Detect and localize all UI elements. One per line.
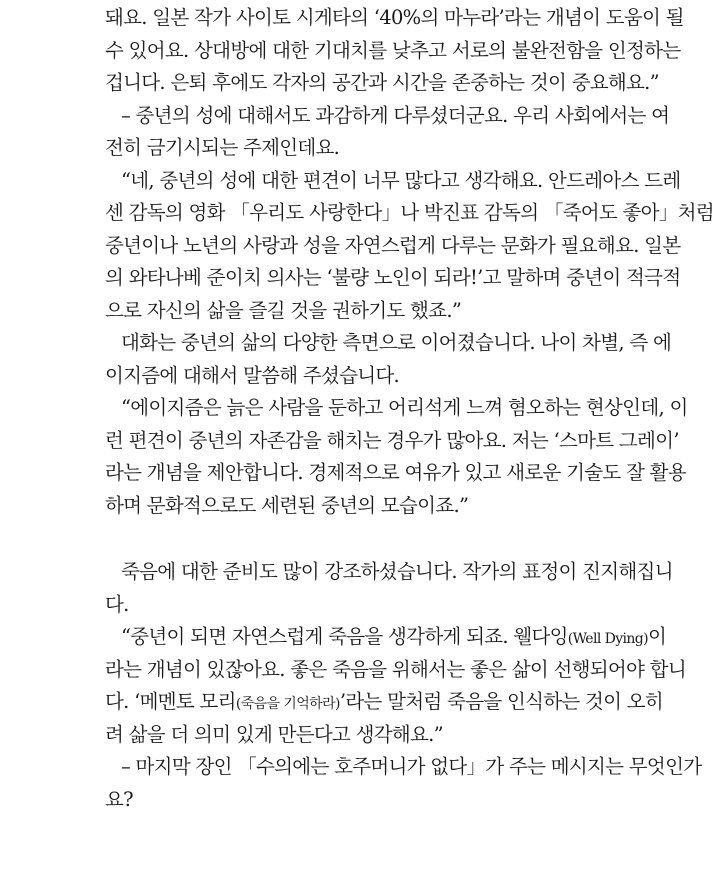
text-line: 다. [105, 592, 129, 616]
text-segment: ’라는 말처럼 죽음을 인식하는 것이 오히 [339, 690, 664, 713]
text-line: 돼요. 일본 작가 사이토 시게타의 ‘40%의 마누라’라는 개념이 도움이 될 [105, 6, 684, 29]
text-line: 런 편견이 중년의 자존감을 해치는 경우가 많아요. 저는 ‘스마트 그레이’ [105, 428, 679, 452]
text-line: 려 삶을 더 의미 있게 만든다고 생각해요.” [105, 722, 443, 746]
text-segment: 이 [648, 625, 667, 648]
text-segment: 다. ‘메멘토 모리 [105, 690, 236, 713]
paragraph-4 [105, 327, 672, 392]
paragraph-3 [105, 165, 714, 328]
text-line: 라는 개념을 제안합니다. 경제적으로 여유가 있고 새로운 기술도 잘 활용 [105, 461, 686, 484]
text-line: – 중년의 성에 대해서도 과감하게 다루셨더군요. 우리 사회에서는 여 [121, 103, 670, 127]
inline-note: (Well Dying) [567, 631, 649, 647]
section-gap [105, 522, 650, 556]
paragraph-7 [105, 621, 686, 751]
inline-note: (죽음을 기억하라) [235, 696, 340, 712]
text-line [105, 686, 664, 719]
text-line: 하며 문화적으로도 세련된 중년의 모습이죠.” [105, 493, 469, 517]
text-line: 으로 자신의 삶을 즐길 것을 권하기도 했죠.” [105, 298, 462, 322]
text-segment: “중년이 되면 자연스럽게 죽음을 생각하게 되죠. 웰다잉 [121, 625, 568, 648]
paragraph-5 [105, 392, 688, 522]
paragraph-1 [105, 2, 684, 100]
paragraph-6 [105, 556, 673, 621]
text-line: 수 있어요. 상대방에 대한 기대치를 낮추고 서로의 불완전함을 인정하는 [105, 38, 681, 62]
paragraph-8 [105, 751, 702, 816]
text-line [105, 621, 667, 654]
text-line: 중년이나 노년의 사랑과 성을 자연스럽게 다루는 문화가 필요해요. 일본 [105, 233, 681, 257]
text-line: – 마지막 장인 「수의에는 호주머니가 없다」가 주는 메시지는 무엇인가 [121, 755, 702, 778]
paragraph-2 [105, 100, 670, 165]
text-line: 죽음에 대한 준비도 많이 강조하셨습니다. 작가의 표정이 진지해집니 [121, 560, 673, 583]
text-line: 겁니다. 은퇴 후에도 각자의 공간과 시간을 존중하는 것이 중요해요.” [105, 71, 659, 94]
text-line: “네, 중년의 성에 대한 편견이 너무 많다고 생각해요. 안드레아스 드레 [121, 168, 681, 192]
text-line: 전히 금기시되는 주제인데요. [105, 136, 340, 159]
text-line: 라는 개념이 있잖아요. 좋은 죽음을 위해서는 좋은 삶이 선행되어야 합니 [105, 657, 686, 681]
text-line: 의 와타나베 준이치 의사는 ‘불량 노인이 되라!’고 말하며 중년이 적극적 [105, 266, 681, 289]
text-line: 요? [105, 787, 133, 811]
text-line: “에이지즘은 늙은 사람을 둔하고 어리석게 느껴 혐오하는 현상인데, 이 [121, 396, 688, 419]
text-line: 이지즘에 대해서 말씀해 주셨습니다. [105, 363, 400, 387]
text-line: 센 감독의 영화 「우리도 사랑한다」나 박진표 감독의 「죽어도 좋아」처럼 [105, 201, 714, 224]
text-line: 대화는 중년의 삶의 다양한 측면으로 이어졌습니다. 나이 차별, 즉 에 [121, 331, 672, 354]
